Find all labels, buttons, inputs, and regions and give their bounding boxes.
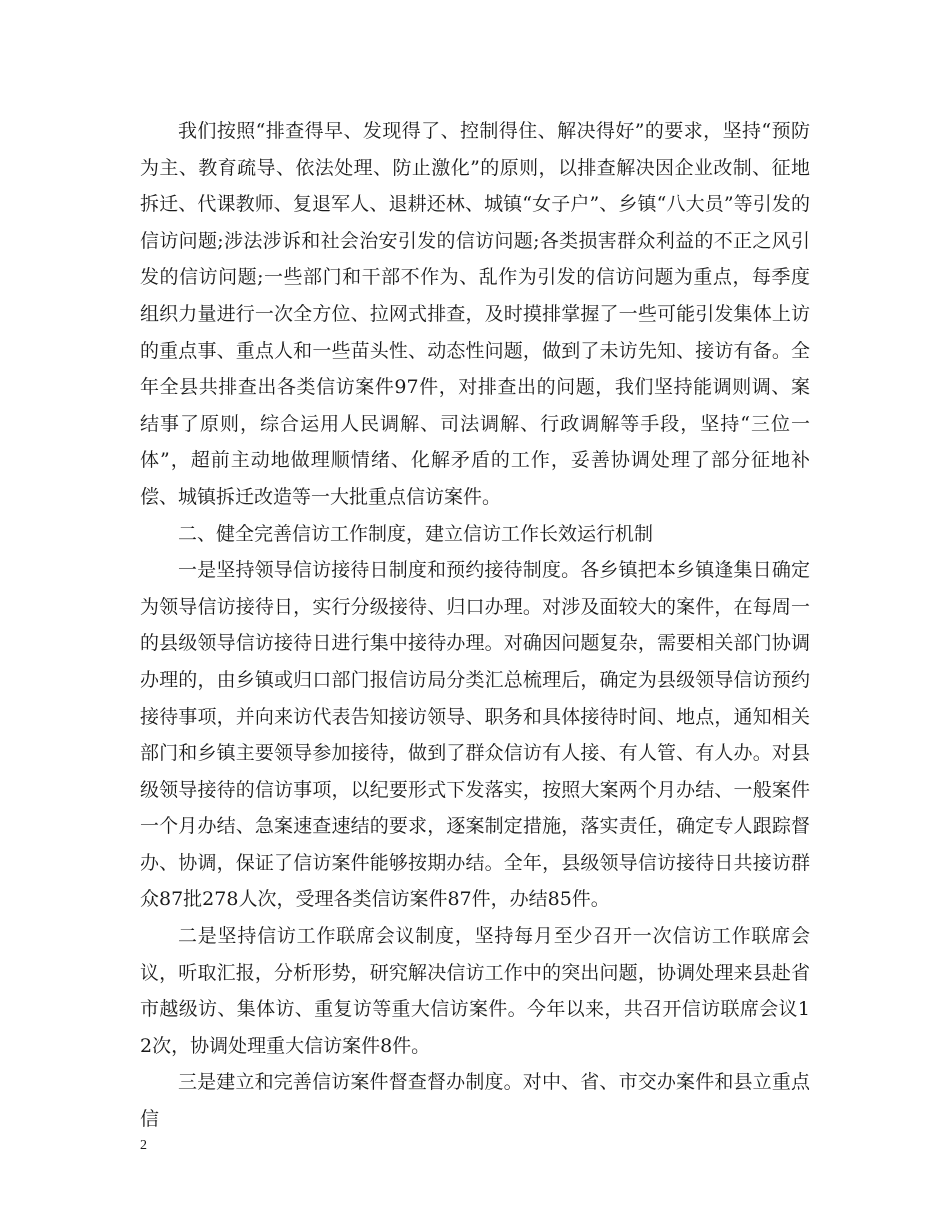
document-body: [140, 113, 810, 1138]
page-number: 2: [140, 1138, 147, 1153]
paragraph-joint-meeting: 二是坚持信访工作联席会议制度，坚持每月至少召开一次信访工作联席会议，听取汇报，分析形势，研究解决信访工作中的突出问题，协调处理来县赴省市越级访、集体访、重复访等重大信访案件。今年以来，共召开信访联席会议12次，协调处理重大信访案件8件。: [140, 925, 810, 1057]
paragraph-investigation: 我们按照“排查得早、发现得了、控制得住、解决得好”的要求，坚持“预防为主、教育疏导、依法处理、防止激化”的原则，以排查解决因企业改制、征地拆迁、代课教师、复退军人、退耕还林、城镇“女子户”、乡镇“八大员”等引发的信访问题;涉法涉诉和社会治安引发的信访问题;各类损害群众利益的不正之风引发的信访问题;一些部门和干部不作为、乱作为引发的信访问题为重点，每季度组织力量进行一次全方位、拉网式排查，及时摸排掌握了一些可能引发集体上访的重点事、重点人和一些苗头性、动态性问题，做到了未访先知、接访有备。全年全县共排查出各类信访案件97件，对排查出的问题，我们坚持能调则调、案结事了原则，综合运用人民调解、司法调解、行政调解等手段，坚持“三位一体”，超前主动地做理顺情绪、化解矛盾的工作，妥善协调处理了部分征地补偿、城镇拆迁改造等一大批重点信访案件。: [140, 120, 810, 508]
section-heading: 二、健全完善信访工作制度，建立信访工作长效运行机制: [178, 522, 654, 545]
paragraph-supervision: 三是建立和完善信访案件督查督办制度。对中、省、市交办案件和县立重点信: [140, 1071, 810, 1131]
paragraph-reception-day: 一是坚持领导信访接待日制度和预约接待制度。各乡镇把本乡镇逢集日确定为领导信访接待日，实行分级接待、归口办理。对涉及面较大的案件，在每周一的县级领导信访接待日进行集中接待办理。对确因问题复杂，需要相关部门协调办理的，由乡镇或归口部门报信访局分类汇总梳理后，确定为县级领导信访预约接待事项，并向来访代表告知接访领导、职务和具体接待时间、地点，通知相关部门和乡镇主要领导参加接待，做到了群众信访有人接、有人管、有人办。对县级领导接待的信访事项，以纪要形式下发落实，按照大案两个月办结、一般案件一个月办结、急案速查速结的要求，逐案制定措施，落实责任，确定专人跟踪督办、协调，保证了信访案件能够按期办结。全年，县级领导信访接待日共接访群众87批278人次，受理各类信访案件87件，办结85件。: [140, 559, 810, 911]
